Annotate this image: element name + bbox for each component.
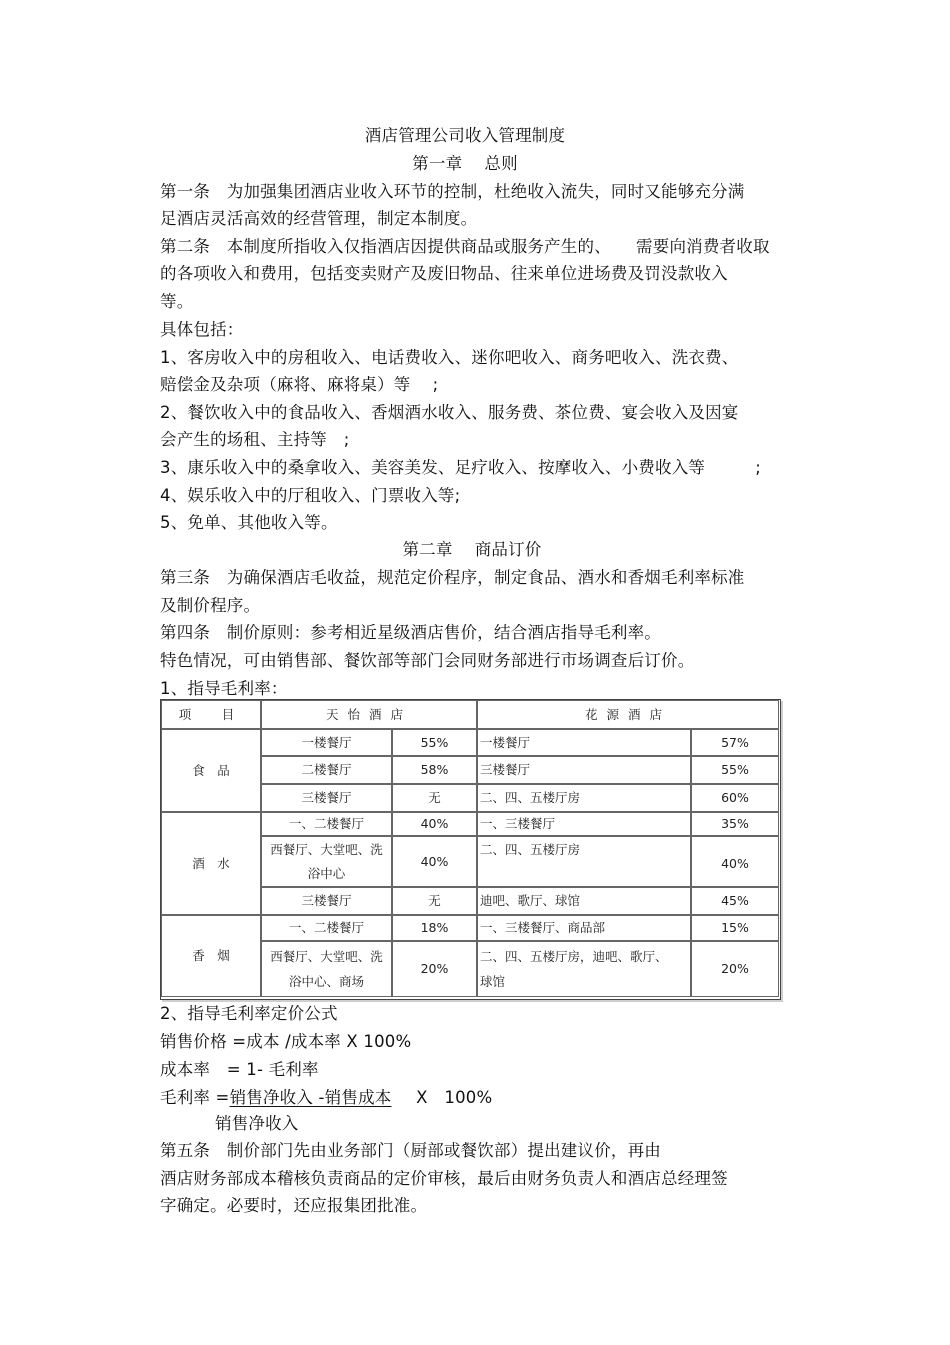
- article-5-line-2: 酒店财务部成本稽核负责商品的定价审核，最后由财务负责人和酒店总经理签: [160, 1169, 728, 1188]
- formula-numerator: 销售净收入 -销售成本: [229, 1088, 392, 1107]
- article-5-line-1: 第五条 制价部门先由业务部门（厨部或餐饮部）提出建议价，再由: [160, 1141, 661, 1160]
- tianyi-outlet: 一、二楼餐厅: [261, 812, 392, 836]
- gross-margin-table: [160, 699, 781, 1000]
- formula-multiplier: X 100%: [399, 1088, 493, 1107]
- detail-intro: 具体包括：: [160, 320, 244, 339]
- section-2-heading: 2、指导毛利率定价公式: [160, 1004, 338, 1023]
- huayuan-rate: 55%: [691, 756, 779, 784]
- huayuan-outlet: 一、三楼餐厅: [477, 812, 691, 836]
- huayuan-rate: 60%: [691, 784, 779, 812]
- list-item: 赔偿金及杂项（麻将、麻将桌）等 ;: [160, 375, 439, 394]
- article-4: 第四条 制价原则：参考相近星级酒店售价，结合酒店指导毛利率。: [160, 623, 661, 642]
- tianyi-rate: 55%: [392, 729, 477, 756]
- huayuan-outlet-line: 球馆: [480, 974, 506, 989]
- section-1-heading: 1、指导毛利率：: [160, 679, 288, 698]
- special-pricing-note: 特色情况，可由销售部、餐饮部等部门会同财务部进行市场调查后订价。: [160, 651, 695, 670]
- header-huayuan-hotel: 花源酒店: [477, 700, 779, 729]
- huayuan-outlet: 一楼餐厅: [477, 729, 691, 756]
- formula-gross-margin-label: 毛利率 =: [160, 1088, 230, 1107]
- article-1-line-2: 足酒店灵活高效的经营管理，制定本制度。: [160, 209, 478, 228]
- huayuan-rate: 15%: [691, 915, 779, 941]
- huayuan-outlet: 一、三楼餐厅、商品部: [477, 915, 691, 941]
- article-3-line-2: 及制价程序。: [160, 596, 261, 615]
- article-2-line-1: 第二条 本制度所指收入仅指酒店因提供商品或服务产生的、 需要向消费者收取: [160, 237, 770, 256]
- article-1-line-1: 第一条 为加强集团酒店业收入环节的控制，杜绝收入流失，同时又能够充分满: [160, 182, 745, 201]
- tianyi-outlet: 二楼餐厅: [261, 756, 392, 784]
- header-item: 项 目: [161, 700, 261, 729]
- tianyi-outlet-line: 西餐厅、大堂吧、洗: [270, 842, 383, 857]
- article-3-line-1: 第三条 为确保酒店毛收益，规范定价程序，制定食品、酒水和香烟毛利率标准: [160, 568, 745, 587]
- tianyi-rate: 无: [392, 887, 477, 915]
- huayuan-outlet: 迪吧、歌厅、球馆: [477, 887, 691, 915]
- header-tianyi-hotel: 天怡酒店: [261, 700, 477, 729]
- document-title: 酒店管理公司收入管理制度: [364, 126, 566, 145]
- tianyi-outlet: [261, 836, 392, 887]
- tianyi-outlet-line: 浴中心、商场: [288, 974, 364, 989]
- huayuan-outlet-line: 二、四、五楼厅房，迪吧、歌厅、: [480, 949, 668, 964]
- list-item: 2、餐饮收入中的食品收入、香烟酒水收入、服务费、茶位费、宴会收入及因宴: [160, 403, 739, 422]
- tianyi-outlet-line: 西餐厅、大堂吧、洗: [270, 949, 383, 964]
- article-2-line-3: 等。: [160, 292, 194, 311]
- list-item: 3、康乐收入中的桑拿收入、美容美发、足疗收入、按摩收入、小费收入等 ;: [160, 458, 761, 477]
- huayuan-outlet: 三楼餐厅: [477, 756, 691, 784]
- tianyi-outlet: 三楼餐厅: [261, 887, 392, 915]
- huayuan-outlet: [477, 941, 691, 997]
- tianyi-rate: 58%: [392, 756, 477, 784]
- huayuan-outlet: [477, 836, 691, 887]
- tianyi-rate: 无: [392, 784, 477, 812]
- article-2-line-2: 的各项收入和费用，包括变卖财产及废旧物品、往来单位进场费及罚没款收入: [160, 264, 728, 283]
- huayuan-rate: 35%: [691, 812, 779, 836]
- huayuan-rate: 45%: [691, 887, 779, 915]
- category-drinks: 酒 水: [161, 812, 261, 915]
- formula-gross-margin: [160, 1088, 492, 1108]
- tianyi-outlet: 三楼餐厅: [261, 784, 392, 812]
- formula-denominator: 销售净收入: [215, 1114, 299, 1133]
- category-food: 食 品: [161, 729, 261, 812]
- huayuan-rate: 40%: [691, 836, 779, 887]
- chapter-2-heading: 第二章 商品订价: [402, 540, 542, 559]
- tianyi-rate: 40%: [392, 812, 477, 836]
- list-item: 4、娱乐收入中的厅租收入、门票收入等;: [160, 486, 461, 505]
- tianyi-rate: 18%: [392, 915, 477, 941]
- huayuan-rate: 20%: [691, 941, 779, 997]
- list-item: 1、客房收入中的房租收入、电话费收入、迷你吧收入、商务吧收入、洗衣费、: [160, 348, 739, 367]
- tianyi-rate: 40%: [392, 836, 477, 887]
- tianyi-outlet: 一楼餐厅: [261, 729, 392, 756]
- chapter-1-heading: 第一章 总则: [412, 154, 518, 173]
- formula-cost-rate: 成本率 = 1- 毛利率: [160, 1060, 319, 1079]
- category-tobacco: 香 烟: [161, 915, 261, 997]
- list-item: 会产生的场租、主持等 ;: [160, 430, 350, 449]
- tianyi-outlet: [261, 941, 392, 997]
- huayuan-rate: 57%: [691, 729, 779, 756]
- huayuan-outlet-line: 二、四、五楼厅房: [480, 842, 581, 857]
- tianyi-rate: 20%: [392, 941, 477, 997]
- huayuan-outlet: 二、四、五楼厅房: [477, 784, 691, 812]
- article-5-line-3: 字确定。必要时，还应报集团批准。: [160, 1196, 428, 1215]
- list-item: 5、免单、其他收入等。: [160, 513, 338, 532]
- tianyi-outlet-line: 浴中心: [307, 866, 346, 881]
- tianyi-outlet: 一、二楼餐厅: [261, 915, 392, 941]
- formula-sale-price: 销售价格 =成本 /成本率 X 100%: [160, 1032, 412, 1051]
